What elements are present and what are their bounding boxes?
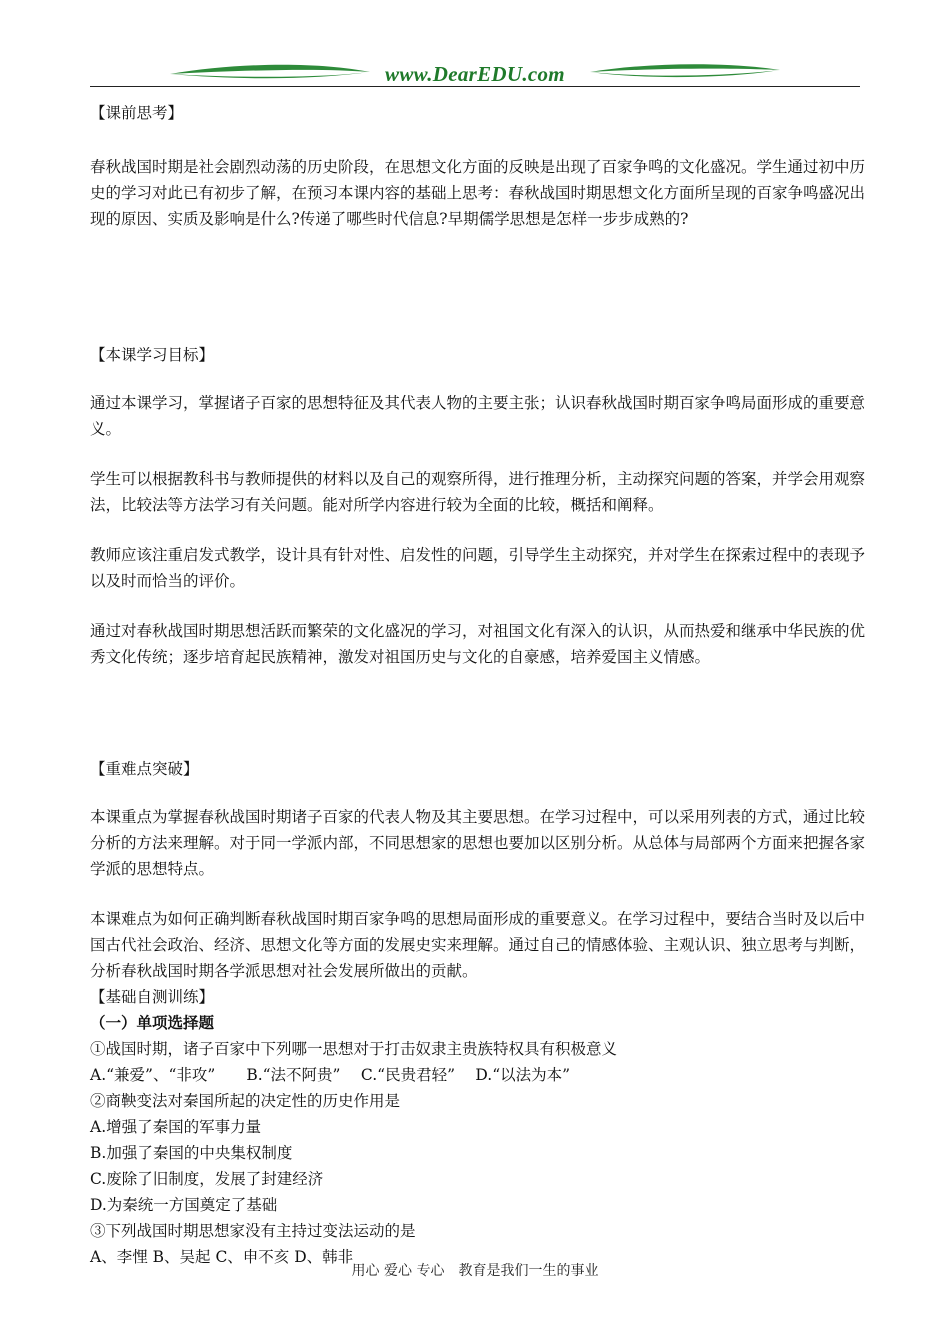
question-2-option-d: D.为秦统一方国奠定了基础	[90, 1196, 278, 1214]
question-3: ③下列战国时期思想家没有主持过变法运动的是	[90, 1222, 416, 1240]
goals-paragraph-1: 通过本课学习，掌握诸子百家的思想特征及其代表人物的主要主张；认识春秋战国时期百家争鸣局面形成的重要意义。	[90, 394, 866, 438]
question-1-options: A.“兼爱”、“非攻” B.“法不阿贵” C.“民贵君轻” D.“以法为本”	[90, 1066, 571, 1084]
section-title-key-points: 【重难点突破】	[90, 760, 199, 778]
main-content	[90, 100, 865, 1270]
page-header	[90, 58, 860, 90]
question-2-option-b: B.加强了秦国的中央集权制度	[90, 1144, 293, 1162]
goals-paragraph-4: 通过对春秋战国时期思想活跃而繁荣的文化盛况的学习，对祖国文化有深入的认识，从而热爱和继承中华民族的优秀文化传统；逐步培育起民族精神，激发对祖国历史与文化的自豪感，培养爱国主义情感。	[90, 622, 866, 666]
goals-paragraph-3: 教师应该注重启发式教学，设计具有针对性、启发性的问题，引导学生主动探究，并对学生在探索过程中的表现予以及时而恰当的评价。	[90, 546, 866, 590]
section-title-pre-class: 【课前思考】	[90, 104, 184, 122]
pre-class-paragraph: 春秋战国时期是社会剧烈动荡的历史阶段，在思想文化方面的反映是出现了百家争鸣的文化盛况。学生通过初中历史的学习对此已有初步了解，在预习本课内容的基础上思考：春秋战国时期思想文化方面所呈现的百家争鸣盛况出现的原因、实质及影响是什么?传递了哪些时代信息?早期儒学思想是怎样一步步成熟的?	[90, 158, 866, 228]
question-2-option-c: C.废除了旧制度，发展了封建经济	[90, 1170, 324, 1188]
section-title-exercises: 【基础自测训练】	[90, 988, 215, 1006]
goals-paragraph-2: 学生可以根据教科书与教师提供的材料以及自己的观察所得，进行推理分析，主动探究问题的答案，并学会用观察法，比较法等方法学习有关问题。能对所学内容进行较为全面的比较，概括和阐释。	[90, 470, 866, 514]
exercise-subtitle: （一）单项选择题	[90, 1013, 215, 1032]
page-footer: 用心 爱心 专心 教育是我们一生的事业	[351, 1263, 599, 1279]
site-banner-text: www.DearEDU.com	[385, 62, 565, 86]
header-rule	[90, 86, 860, 87]
key-points-paragraph-2: 本课难点为如何正确判断春秋战国时期百家争鸣的思想局面形成的重要意义。在学习过程中，要结合当时及以后中国古代社会政治、经济、思想文化等方面的发展史实来理解。通过自己的情感体验、主观认识、独立思考与判断，分析春秋战国时期各学派思想对社会发展所做出的贡献。	[90, 910, 866, 980]
question-1: ①战国时期，诸子百家中下列哪一思想对于打击奴隶主贵族特权具有积极意义	[90, 1040, 618, 1058]
key-points-paragraph-1: 本课重点为掌握春秋战国时期诸子百家的代表人物及其主要思想。在学习过程中，可以采用列表的方式，通过比较分析的方法来理解。对于同一学派内部，不同思想家的思想也要加以区别分析。从总体与局部两个方面来把握各家学派的思想特点。	[90, 808, 866, 878]
question-3-options: A、李悝 B、吴起 C、申不亥 D、韩非	[90, 1248, 354, 1266]
section-title-goals: 【本课学习目标】	[90, 346, 215, 364]
question-2: ②商鞅变法对秦国所起的决定性的历史作用是	[90, 1092, 401, 1110]
question-2-option-a: A.增强了秦国的军事力量	[90, 1118, 262, 1136]
